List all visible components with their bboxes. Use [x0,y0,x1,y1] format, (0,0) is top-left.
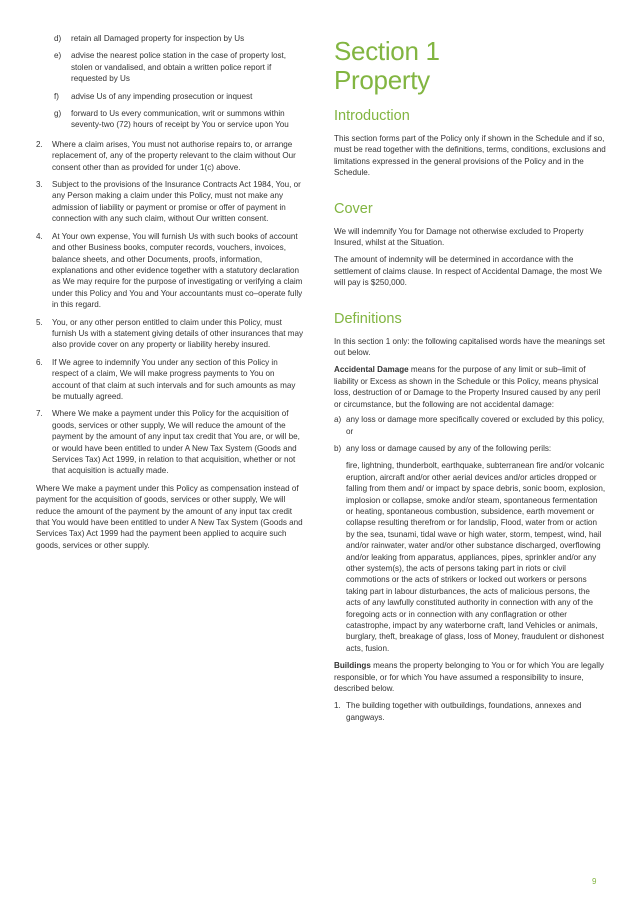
definition-text: means the property belonging to You or for which You are legally responsible, or for which You have assumed a responsibility to insure, described below. [334,661,604,694]
list-text: You, or any other person entitled to claim under this Policy, must furnish Us with a statement giving details of other insurances that may also provide cover on any property or liability hereby insured. [52,317,304,350]
cover-heading: Cover [334,200,373,217]
list-item [36,91,304,102]
list-marker: 4. [36,231,43,241]
list-text: retain all Damaged property for inspection by Us [71,34,245,43]
section-subtitle: Property [334,65,430,95]
list-text: any loss or damage caused by any of the following perils: [346,443,552,453]
section-title: Section 1 [334,36,440,66]
closing-paragraph: Where We make a payment under this Policy as compensation instead of payment for the acquisition of goods, services or other supply, We will reduce the amount of the payment by the amount of any input tax credit that You would have been entitled to under A New Tax System (Goods and Services Tax) Act 1999 had the payment been applied to acquire such goods, services or other supply. [36,483,303,550]
list-text: The building together with outbuildings, foundations, annexes and gangways. [346,701,582,722]
list-marker: 3. [36,180,43,190]
cover-text: We will indemnify You for Damage not otherwise excluded to Property Insured, whilst at the Situation. [334,226,584,248]
list-text: advise the nearest police station in the case of property lost, stolen or vandalised, and obtain a written police report if requested by Us [71,51,287,84]
list-item [334,414,606,437]
list-text: Where a claim arises, You must not authorise repairs to, or arrange replacement of, any of the property relevant to the claim without Our consent other than as provided for under 1(c) above. [52,139,296,172]
numbered-item [36,317,304,351]
list-item [36,33,304,44]
list-item [36,50,304,84]
list-text: any loss or damage more specifically covered or excluded by this policy, or [346,415,605,436]
list-marker: 1. [334,701,341,711]
list-text: advise Us of any impending prosecution or inquest [71,91,253,101]
left-column [36,0,304,551]
list-marker: 6. [36,357,43,367]
list-marker: f) [54,91,59,101]
introduction-heading: Introduction [334,108,410,124]
list-item [334,443,606,454]
numbered-item [36,179,304,225]
perils-list: fire, lightning, thunderbolt, earthquake, subterranean fire and/or volcanic eruption, aircraft and/or other aerial devices and/or articles dropped or falling from them and/ or impact by space debris, sonic boom, explosion, implosion or collapse, smoke and/or steam, spontaneous fermentation or heating, spontaneous combustion, subsidence, earth movement or collapse resulting therefrom or for landslip, Flood, water from or action by the sea, tsunami, tidal wave or high water, storm, tempest, wind, hail and/or rainwater, water and/or other substance discharged, overflowing and/or leaking from apparatus, appliances, pipes, sprinkler and/or any other system(s), the acts of persons taking part in riots or civil commotions or the acts of strikers or locked out workers or persons taking part in labour disturbances, the acts of malicious persons, the acts of any lawfully constituted authority in connection with any of the foregoing acts or in connection with any conflagration or other catastrophe, impact by any waterborne craft, land Vehicles or animals, burglary, theft, breakage of glass, loss of Money, fraudulent or dishonest acts, fusion. [346,461,606,653]
numbered-item [334,700,606,723]
list-text: If We agree to indemnify You under any section of this Policy in respect of a claim, We will make progress payments to You on account of that claim at such intervals and for such amounts as may be mutually agreed. [52,357,296,401]
list-text: Where We make a payment under this Policy for the acquisition of goods, services or other supply, We will reduce the amount of the payment by the amount of any input tax credit that You are, or will be, or would have been entitled to under A New Tax System (Goods and Services Tax) Act 1999, in relation to that acquisition, whether or not that acquisition is actually made. [52,409,300,476]
list-text: Subject to the provisions of the Insurance Contracts Act 1984, You, or any Person making a claim under this Policy, must not make any admission of liability or payment or promise or offer of payment in connection with any such claim, without Our written consent. [52,180,301,224]
list-marker: 2. [36,139,43,149]
list-marker: b) [334,443,342,453]
numbered-item [36,139,304,173]
list-marker: e) [54,51,62,61]
page-number: 9 [592,877,597,886]
list-text: forward to Us every communication, writ or summons within seventy-two (72) hours of receipt by You or service upon You [71,109,289,130]
list-text: At Your own expense, You will furnish Us with such books of account and other Business books, computer records, vouchers, invoices, balance sheets, and other Documents, proofs, information, explanations and other evidence together with a statutory declaration as We may require for the purpose of investigating or verifying a claim under this Policy and You and Your accountants must co–operate fully in this regard. [52,231,303,310]
cover-text: The amount of indemnity will be determined in accordance with the settlement of claims clause. In respect of Accidental Damage, the most We will pay is $250,000. [334,255,602,288]
definition-term: Accidental Damage [334,365,409,375]
definition-text: means for the purpose of any limit or sub–limit of liability or Excess as shown in the Schedule or this Policy, means physical loss, destruction of or Damage to the Property Insured caused by any peril or circumstance, but the following are not accidental damage: [334,365,601,409]
definitions-heading: Definitions [334,310,402,327]
list-marker: 7. [36,409,43,419]
definitions-intro: In this section 1 only: the following capitalised words have the meanings set out below. [334,336,605,358]
numbered-item [36,408,304,476]
numbered-item [36,231,304,311]
right-column [334,0,606,723]
definition-term: Buildings [334,661,371,671]
list-marker: g) [54,109,62,119]
list-marker: d) [54,34,62,43]
list-item [36,108,304,131]
list-marker: 5. [36,317,43,327]
definition-buildings [334,660,606,694]
introduction-text: This section forms part of the Policy only if shown in the Schedule and if so, must be read together with the definitions, terms, conditions, exclusions and limitations expressed in the general provisions of the Policy and in the Schedule. [334,134,606,178]
list-marker: a) [334,415,342,425]
definition-accidental-damage [334,364,606,410]
numbered-item [36,357,304,403]
